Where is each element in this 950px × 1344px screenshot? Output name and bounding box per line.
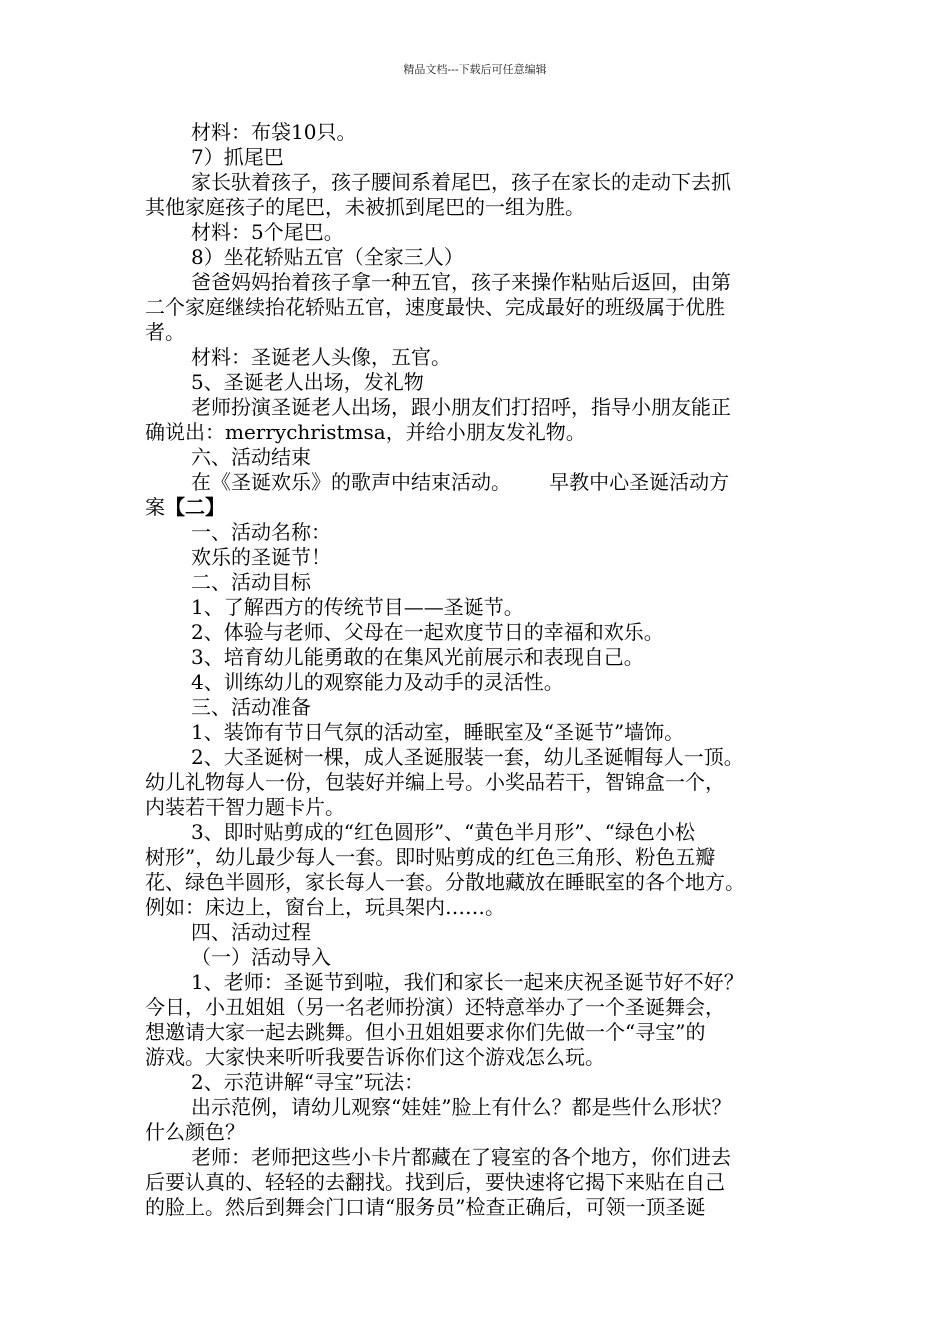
text-line: 二、活动目标 [191, 570, 311, 594]
text-line: 花、绿色半圆形，家长每人一套。分散地藏放在睡眠室的各个地方。 [145, 870, 745, 894]
text-line: 1、了解西方的传统节目——圣诞节。 [191, 595, 524, 619]
text-segment: 案 [145, 495, 165, 519]
text-line: 二个家庭继续抬花轿贴五官，速度最快、完成最好的班级属于优胜 [145, 295, 725, 319]
text-line: 一、活动名称： [191, 520, 331, 544]
text-line: 什么颜色？ [145, 1120, 245, 1144]
page-header: 精品文档---下载后可任意编辑 [403, 63, 547, 76]
text-line: 幼儿礼物每人一份，包装好并编上号。小奖品若干，智锦盒一个， [145, 770, 725, 794]
text-line: 游戏。大家快来听听我要告诉你们这个游戏怎么玩。 [145, 1045, 605, 1069]
text-line: 三、活动准备 [191, 695, 311, 719]
text-line: 欢乐的圣诞节！ [191, 545, 331, 569]
text-line: 者。 [145, 320, 185, 344]
text-line: 在《圣诞欢乐》的歌声中结束活动。 早教中心圣诞活动方 [191, 470, 730, 494]
text-line: 出示范例，请幼儿观察“娃娃”脸上有什么？都是些什么形状？ [191, 1095, 732, 1119]
text-line: 后要认真的、轻轻的去翻找。找到后，要快速将它揭下来贴在自己 [145, 1170, 725, 1194]
text-line: 家长驮着孩子，孩子腰间系着尾巴，孩子在家长的走动下去抓 [191, 170, 731, 194]
document-body [145, 120, 809, 1220]
text-line: 1、装饰有节日气氛的活动室，睡眠室及“圣诞节”墙饰。 [191, 720, 685, 744]
text-line: 5、圣诞老人出场，发礼物 [191, 370, 424, 394]
text-line: 材料：5个尾巴。 [191, 220, 344, 244]
text-line: 想邀请大家一起去跳舞。但小丑姐姐要求你们先做一个“寻宝”的 [145, 1020, 706, 1044]
text-line: 3、即时贴剪成的“红色圆形”、“黄色半月形”、“绿色小松 [191, 820, 695, 844]
text-line: 2、示范讲解“寻宝”玩法： [191, 1070, 425, 1094]
text-line: 材料：布袋10只。 [191, 120, 357, 144]
text-line: 老师扮演圣诞老人出场，跟小朋友们打招呼，指导小朋友能正 [191, 395, 731, 419]
text-line: 1、老师：圣诞节到啦，我们和家长一起来庆祝圣诞节好不好？ [191, 970, 744, 994]
text-line: 的脸上。然后到舞会门口请“服务员”检查正确后，可领一顶圣诞 [145, 1195, 706, 1219]
text-line: 8）坐花轿贴五官（全家三人） [191, 245, 464, 269]
text-line: 四、活动过程 [191, 920, 311, 944]
text-line: 其他家庭孩子的尾巴，未被抓到尾巴的一组为胜。 [145, 195, 585, 219]
text-line: 2、体验与老师、父母在一起欢度节日的幸福和欢乐。 [191, 620, 664, 644]
text-line: 例如：床边上，窗台上，玩具架内……。 [145, 895, 505, 919]
text-line: 老师：老师把这些小卡片都藏在了寝室的各个地方，你们进去 [191, 1145, 731, 1169]
text-line: 六、活动结束 [191, 445, 311, 469]
text-line: 2、大圣诞树一棵，成人圣诞服装一套，幼儿圣诞帽每人一顶。 [191, 745, 744, 769]
text-line [145, 495, 809, 520]
text-line: 4、训练幼儿的观察能力及动手的灵活性。 [191, 670, 564, 694]
text-line: （一）活动导入 [191, 945, 331, 969]
text-line: 3、培育幼儿能勇敢的在集风光前展示和表现自己。 [191, 645, 644, 669]
text-line: 今日，小丑姐姐（另一名老师扮演）还特意举办了一个圣诞舞会， [145, 995, 725, 1019]
text-line: 内装若干智力题卡片。 [145, 795, 345, 819]
text-line: 爸爸妈妈抬着孩子拿一种五官，孩子来操作粘贴后返回，由第 [191, 270, 731, 294]
text-line: 7）抓尾巴 [191, 145, 284, 169]
text-line: 确说出：merrychristmsa，并给小朋友发礼物。 [145, 420, 586, 444]
text-line: 树形”，幼儿最少每人一套。即时贴剪成的红色三角形、粉色五瓣 [145, 845, 716, 869]
section-number-bold: 【二】 [165, 495, 225, 519]
text-line: 材料：圣诞老人头像，五官。 [191, 345, 451, 369]
